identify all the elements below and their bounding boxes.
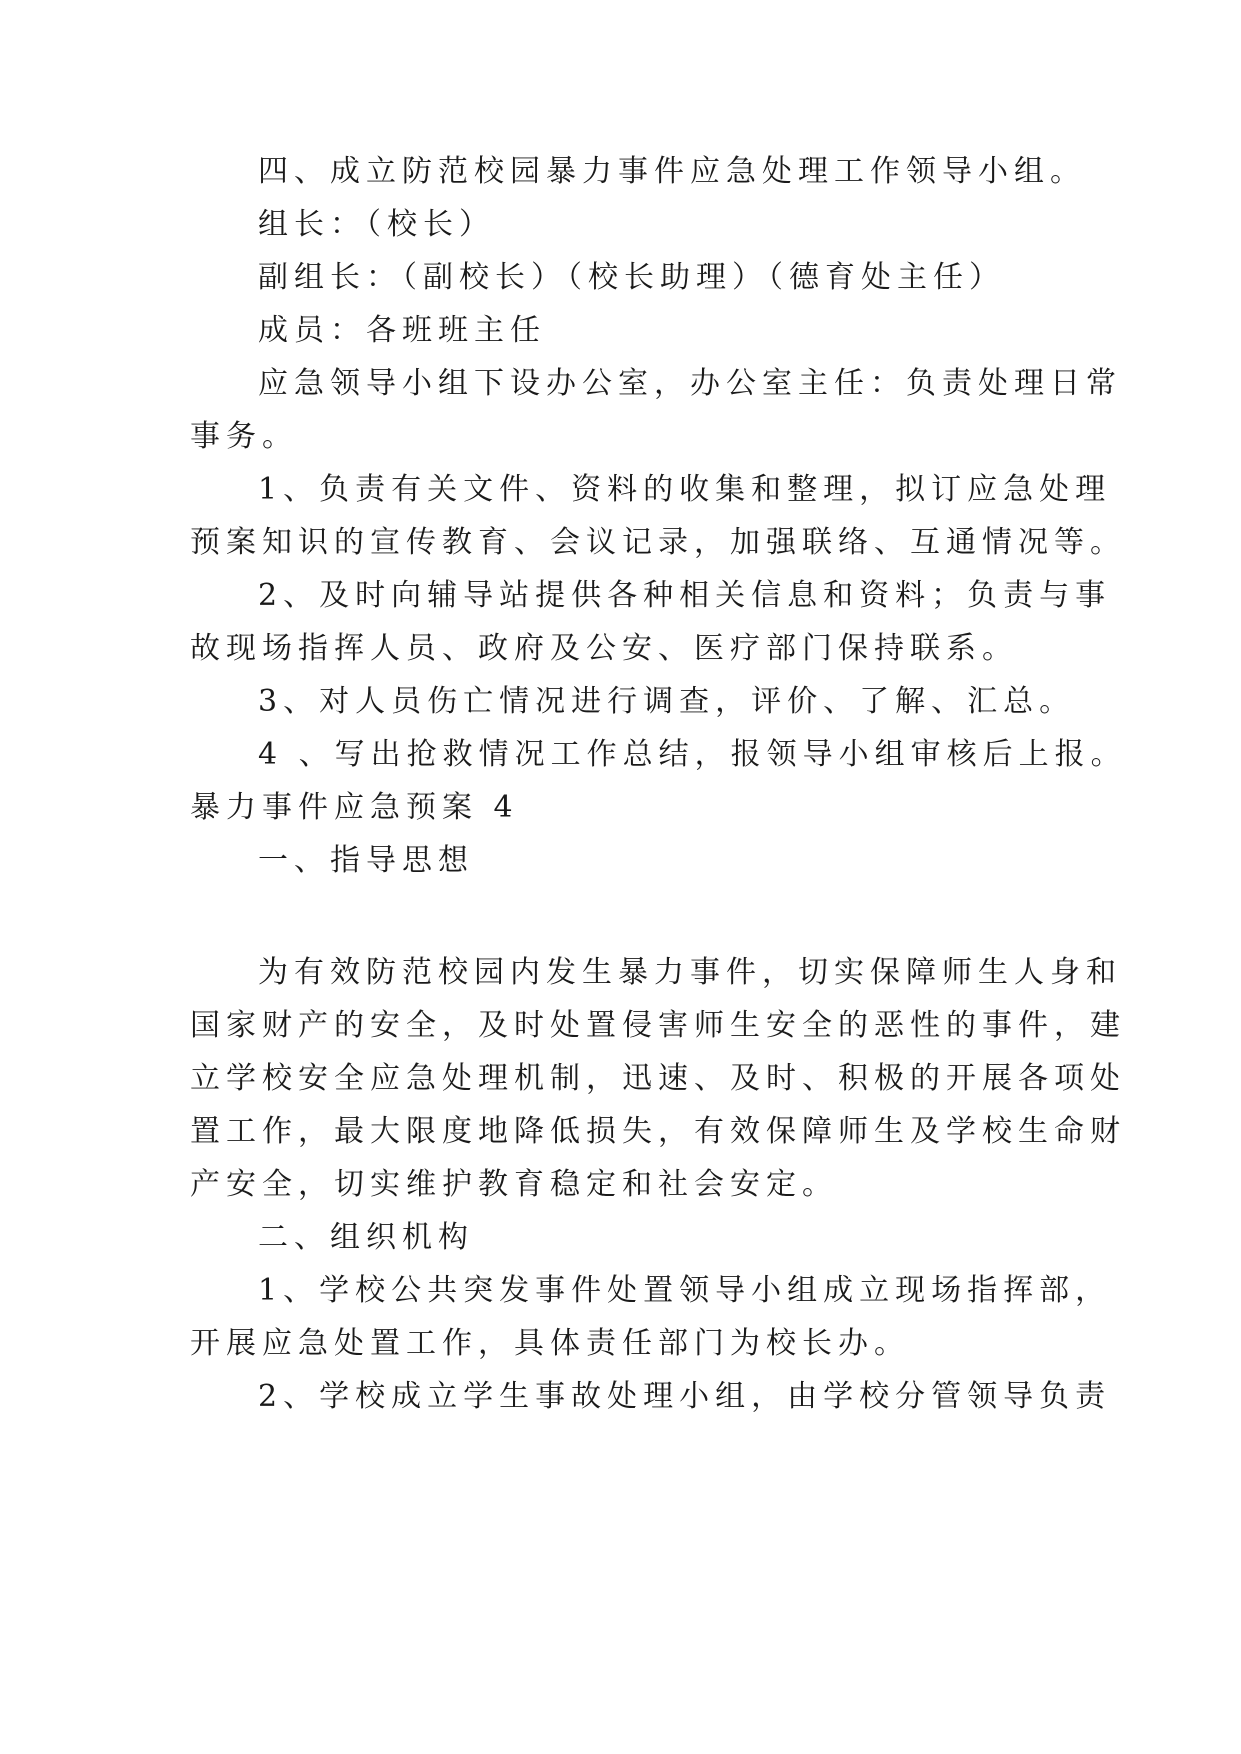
duty-three-line: 3、对人员伤亡情况进行调查，评价、了解、汇总。 <box>258 684 1076 719</box>
duty-one-line-1: 1、负责有关文件、资料的收集和整理，拟订应急处理 <box>258 472 1112 507</box>
duty-two-line-1: 2、及时向辅导站提供各种相关信息和资料；负责与事 <box>258 578 1112 613</box>
organization-heading: 二、组织机构 <box>258 1220 474 1255</box>
guiding-thought-heading: 一、指导思想 <box>258 843 474 878</box>
guiding-paragraph-line-5: 产安全，切实维护教育稳定和社会安定。 <box>190 1167 838 1202</box>
section-four-heading: 四、成立防范校园暴力事件应急处理工作领导小组。 <box>258 154 1086 189</box>
team-leader-line: 组长：（校长） <box>258 207 495 242</box>
office-paragraph-line-1: 应急领导小组下设办公室，办公室主任：负责处理日常 <box>258 366 1122 401</box>
guiding-paragraph-line-3: 立学校安全应急处理机制，迅速、及时、积极的开展各项处 <box>190 1061 1126 1096</box>
duty-one-line-2: 预案知识的宣传教育、会议记录，加强联络、互通情况等。 <box>190 525 1126 560</box>
duty-two-line-2: 故现场指挥人员、政府及公安、医疗部门保持联系。 <box>190 631 1018 666</box>
office-paragraph-line-2: 事务。 <box>190 419 298 454</box>
org-item-two-line-1: 2、学校成立学生事故处理小组，由学校分管领导负责 <box>258 1379 1112 1414</box>
guiding-paragraph-line-4: 置工作，最大限度地降低损失，有效保障师生及学校生命财 <box>190 1114 1126 1149</box>
guiding-paragraph-line-1: 为有效防范校园内发生暴力事件，切实保障师生人身和 <box>258 955 1122 990</box>
deputy-leader-line: 副组长：（副校长）（校长助理）（德育处主任） <box>258 260 1005 295</box>
guiding-paragraph-line-2: 国家财产的安全，及时处置侵害师生安全的恶性的事件，建 <box>190 1008 1126 1043</box>
org-item-one-line-1: 1、学校公共突发事件处置领导小组成立现场指挥部， <box>258 1273 1112 1308</box>
plan-four-title: 暴力事件应急预案 4 <box>190 790 519 825</box>
org-item-one-line-2: 开展应急处置工作，具体责任部门为校长办。 <box>190 1326 910 1361</box>
members-line: 成员：各班班主任 <box>258 313 546 348</box>
duty-four-line: 4 、写出抢救情况工作总结，报领导小组审核后上报。 <box>258 737 1127 772</box>
